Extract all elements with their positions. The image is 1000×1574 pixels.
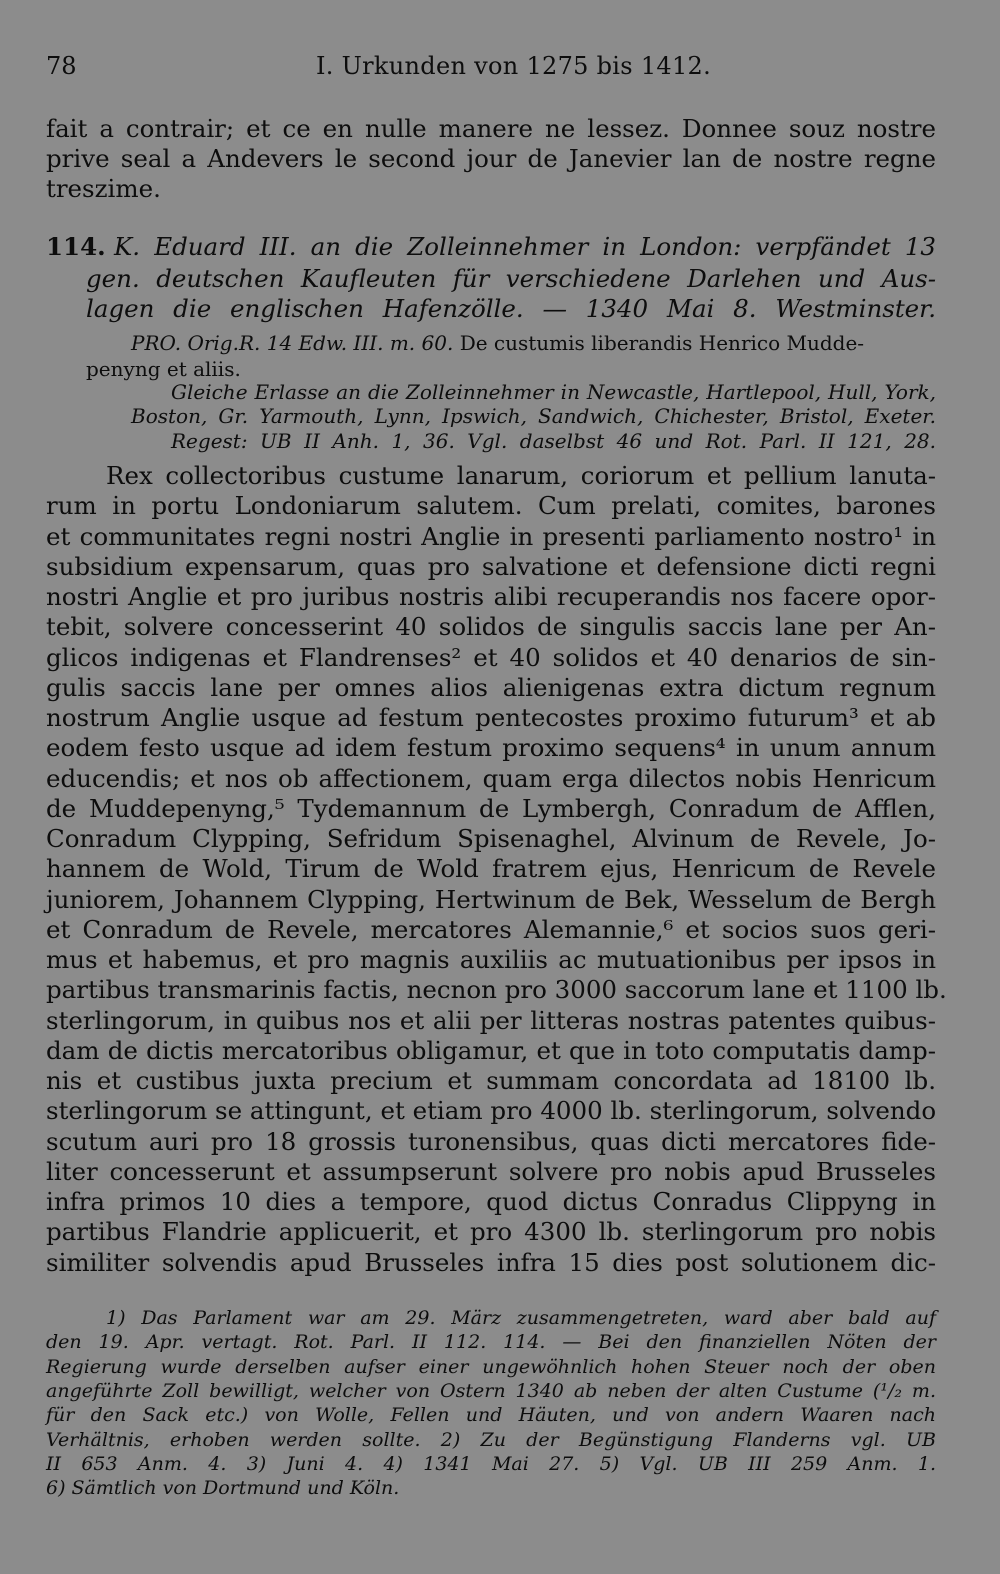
page-header (46, 52, 936, 86)
source-line (46, 331, 936, 355)
text-line: fait a contrair; et ce en nulle manere ne lessez. Donnee souz nostre (46, 114, 936, 143)
page-number: 78 (46, 52, 77, 80)
body-line: rum in portu Londoniarum salutem. Cum prelati, comites, barones (46, 491, 936, 521)
doc-number: 114. (46, 232, 106, 261)
footnote-line: II 653 Anm. 4. 3) Juni 4. 4) 1341 Mai 27. 5) Vgl. UB III 259 Anm. 1. (46, 1452, 936, 1475)
doc-heading-line: gen. deutschen Kaufleuten für verschiedene Darlehen und Aus- (86, 264, 936, 293)
body-line: scutum auri pro 18 grossis turonensibus, quas dicti mercatores fide- (46, 1126, 936, 1156)
body-line: similiter solvendis apud Brusseles infra 15 dies post solutionem dic- (46, 1247, 936, 1277)
body-line: tebit, solvere concesserint 40 solidos de singulis saccis lane per An- (46, 612, 936, 642)
source-line: penyng et aliis. (86, 357, 241, 381)
source-title: De custumis liberandis Henrico Mudde- (459, 331, 865, 355)
source-ref: PRO. Orig.R. 14 Edw. III. m. 60. (131, 331, 454, 355)
footnote-line: angeführte Zoll bewilligt, welcher von Ostern 1340 ab neben der alten Custume (¹/₂ m. (46, 1379, 936, 1402)
body-line: liter concesserunt et assumpserunt solvere pro nobis apud Brusseles (46, 1156, 936, 1186)
footnote-line: den 19. Apr. vertagt. Rot. Parl. II 112. 114. — Bei den finanziellen Nöten der (46, 1331, 936, 1354)
body-line: de Muddepenyng,⁵ Tydemannum de Lymbergh, Conradum de Afflen, (46, 793, 936, 823)
body-line: sterlingorum se attingunt, et etiam pro 4000 lb. sterlingorum, solvendo (46, 1096, 937, 1126)
footnote-line: Verhältnis, erhoben werden sollte. 2) Zu der Begünstigung Flanderns vgl. UB (46, 1428, 936, 1451)
footnote-line: 6) Sämtlich von Dortmund und Köln. (46, 1477, 400, 1500)
body-line: infra primos 10 dies a tempore, quod dictus Conradus Clippyng in (46, 1187, 936, 1216)
body-line: hannem de Wold, Tirum de Wold fratrem ejus, Henricum de Revele (46, 854, 936, 884)
footnote-line: Regierung wurde derselben aufser einer ungewöhnlich hohen Steuer noch der oben (46, 1355, 936, 1378)
footnote-line: für den Sack etc.) von Wolle, Fellen und Häuten, und von andern Waaren nach (46, 1404, 936, 1427)
body-line: partibus transmarinis factis, necnon pro 3000 saccorum lane et 1100 lb. (46, 975, 947, 1005)
note-line: Regest: UB II Anh. 1, 36. Vgl. daselbst 46 und Rot. Parl. II 121, 28. (171, 429, 936, 453)
body-line: juniorem, Johannem Clypping, Hertwinum de Bek, Wesselum de Bergh (46, 884, 936, 914)
body-line: subsidium expensarum, quas pro salvatione et defensione dicti regni (46, 551, 936, 581)
note-line: Boston, Gr. Yarmouth, Lynn, Ipswich, Sandwich, Chichester, Bristol, Exeter. (131, 404, 936, 428)
footnote-line: 1) Das Parlament war am 29. März zusammengetreten, ward aber bald auf (106, 1307, 936, 1329)
body-line: glicos indigenas et Flandrenses² et 40 solidos et 40 denarios de sin- (46, 642, 936, 672)
body-line: educendis; et nos ob affectionem, quam erga dilectos nobis Henricum (46, 763, 936, 793)
note-line: Gleiche Erlasse an die Zolleinnehmer in Newcastle, Hartlepool, Hull, York, (171, 380, 936, 404)
doc-heading-line: lagen die englischen Hafenzölle. — 1340 Mai 8. Westminster. (86, 294, 936, 323)
body-line: et communitates regni nostri Anglie in presenti parliamento nostro¹ in (46, 521, 936, 551)
body-line: nis et custibus juxta precium et summam concordata ad 18100 lb. (46, 1066, 936, 1095)
body-line: Conradum Clypping, Sefridum Spisenaghel, Alvinum de Revele, Jo- (46, 824, 936, 853)
doc-heading-line: K. Eduard III. an die Zolleinnehmer in London: verpfändet 13 (114, 232, 936, 261)
text-line: treszime. (46, 174, 161, 203)
body-line: nostrum Anglie usque ad festum pentecostes proximo futurum³ et ab (46, 703, 936, 732)
body-line: nostri Anglie et pro juribus nostris alibi recuperandis nos facere opor- (46, 582, 936, 611)
body-line: mus et habemus, et pro magnis auxiliis ac mutuationibus per ipsos in (46, 945, 936, 974)
body-line: sterlingorum, in quibus nos et alii per litteras nostras patentes quibus- (46, 1005, 936, 1035)
text-line: prive seal a Andevers le second jour de Janevier lan de nostre regne (46, 144, 936, 173)
body-line: et Conradum de Revele, mercatores Alemannie,⁶ et socios suos geri- (46, 914, 936, 944)
body-line: Rex collectoribus custume lanarum, coriorum et pellium lanuta- (106, 461, 936, 490)
body-line: gulis saccis lane per omnes alios alienigenas extra dictum regnum (46, 672, 936, 702)
body-line: dam de dictis mercatoribus obligamur, et que in toto computatis damp- (46, 1035, 936, 1065)
running-title: I. Urkunden von 1275 bis 1412. (316, 52, 712, 80)
body-line: eodem festo usque ad idem festum proximo sequens⁴ in unum annum (46, 733, 936, 763)
body-line: partibus Flandrie applicuerit, et pro 4300 lb. sterlingorum pro nobis (46, 1217, 936, 1247)
